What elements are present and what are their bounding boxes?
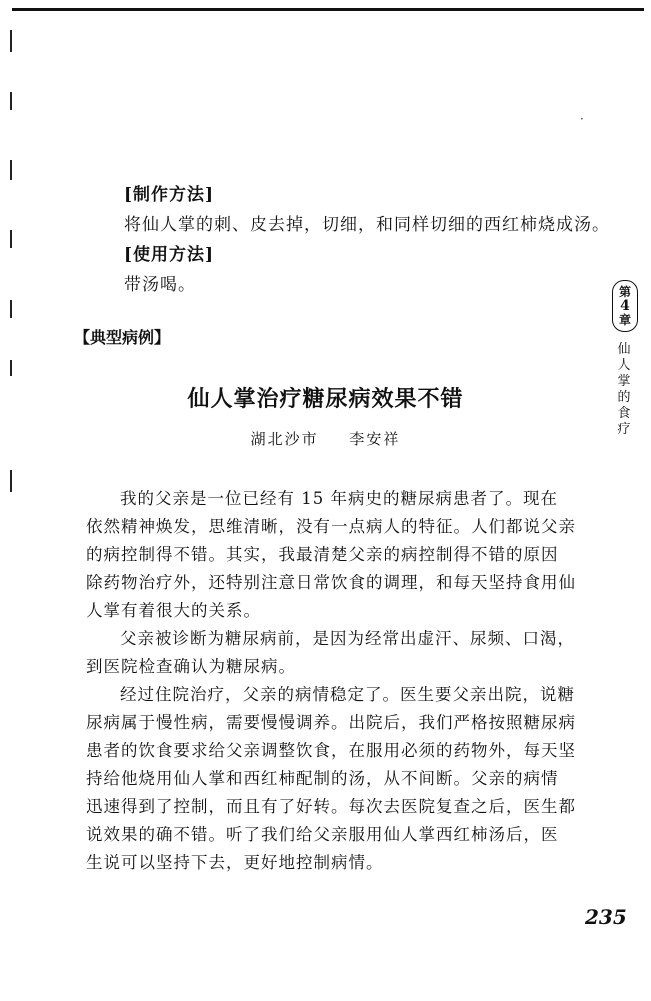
paragraph-line: 患者的饮食要求给父亲调整饮食，在服用必须的药物外，每天坚 xyxy=(86,741,576,760)
byline-author: 李安祥 xyxy=(349,430,401,448)
top-rule xyxy=(12,8,644,11)
article-title: 仙人掌治疗糖尿病效果不错 xyxy=(187,386,464,412)
margin-mark xyxy=(10,230,12,248)
method-text: 将仙人掌的刺、皮去掉，切细，和同样切细的西红柿烧成汤。 xyxy=(124,215,610,235)
usage-text: 带汤喝。 xyxy=(124,275,196,295)
page-number: 235 xyxy=(585,905,627,929)
print-speck: · xyxy=(580,112,584,126)
chapter-title: 仙人掌的食疗 xyxy=(617,342,631,437)
margin-mark xyxy=(10,160,12,180)
paragraph-line: 我的父亲是一位已经有 15 年病史的糖尿病患者了。现在 xyxy=(120,489,558,508)
margin-mark xyxy=(10,300,12,318)
paragraph-line: 的病控制得不错。其实，我最清楚父亲的病控制得不错的原因 xyxy=(86,545,559,564)
usage-heading: [使用方法] xyxy=(124,245,215,265)
byline xyxy=(0,428,651,449)
paragraph-line: 父亲被诊断为糖尿病前，是因为经常出虚汗、尿频、口渴， xyxy=(120,629,575,648)
margin-mark xyxy=(10,92,12,110)
paragraph-line: 说效果的确不错。听了我们给父亲服用仙人掌西红柿汤后，医 xyxy=(86,825,559,844)
margin-mark xyxy=(10,360,12,376)
method-heading: [制作方法] xyxy=(124,185,215,205)
paragraph-line: 依然精神焕发，思维清晰，没有一点病人的特征。人们都说父亲 xyxy=(86,517,576,536)
chapter-tab xyxy=(612,280,638,332)
margin-mark xyxy=(10,30,12,52)
paragraph-line: 除药物治疗外，还特别注意日常饮食的调理，和每天坚持食用仙 xyxy=(86,573,576,592)
chapter-prefix: 第 xyxy=(618,285,631,299)
chapter-number: 4 xyxy=(620,298,630,314)
paragraph-line: 经过住院治疗，父亲的病情稳定了。医生要父亲出院，说糖 xyxy=(120,685,575,704)
byline-location: 湖北沙市 xyxy=(250,430,319,448)
paragraph-line: 到医院检查确认为糖尿病。 xyxy=(86,657,296,676)
case-heading: 【典型病例】 xyxy=(74,328,171,347)
chapter-suffix: 章 xyxy=(618,313,631,327)
paragraph-line: 人掌有着很大的关系。 xyxy=(86,601,261,620)
paragraph-line: 尿病属于慢性病，需要慢慢调养。出院后，我们严格按照糖尿病 xyxy=(86,713,576,732)
margin-mark xyxy=(10,470,12,492)
paragraph-line: 生说可以坚持下去，更好地控制病情。 xyxy=(86,853,384,872)
paragraph-line: 迅速得到了控制，而且有了好转。每次去医院复查之后，医生都 xyxy=(86,797,576,816)
paragraph-line: 持给他烧用仙人掌和西红柿配制的汤，从不间断。父亲的病情 xyxy=(86,769,559,788)
